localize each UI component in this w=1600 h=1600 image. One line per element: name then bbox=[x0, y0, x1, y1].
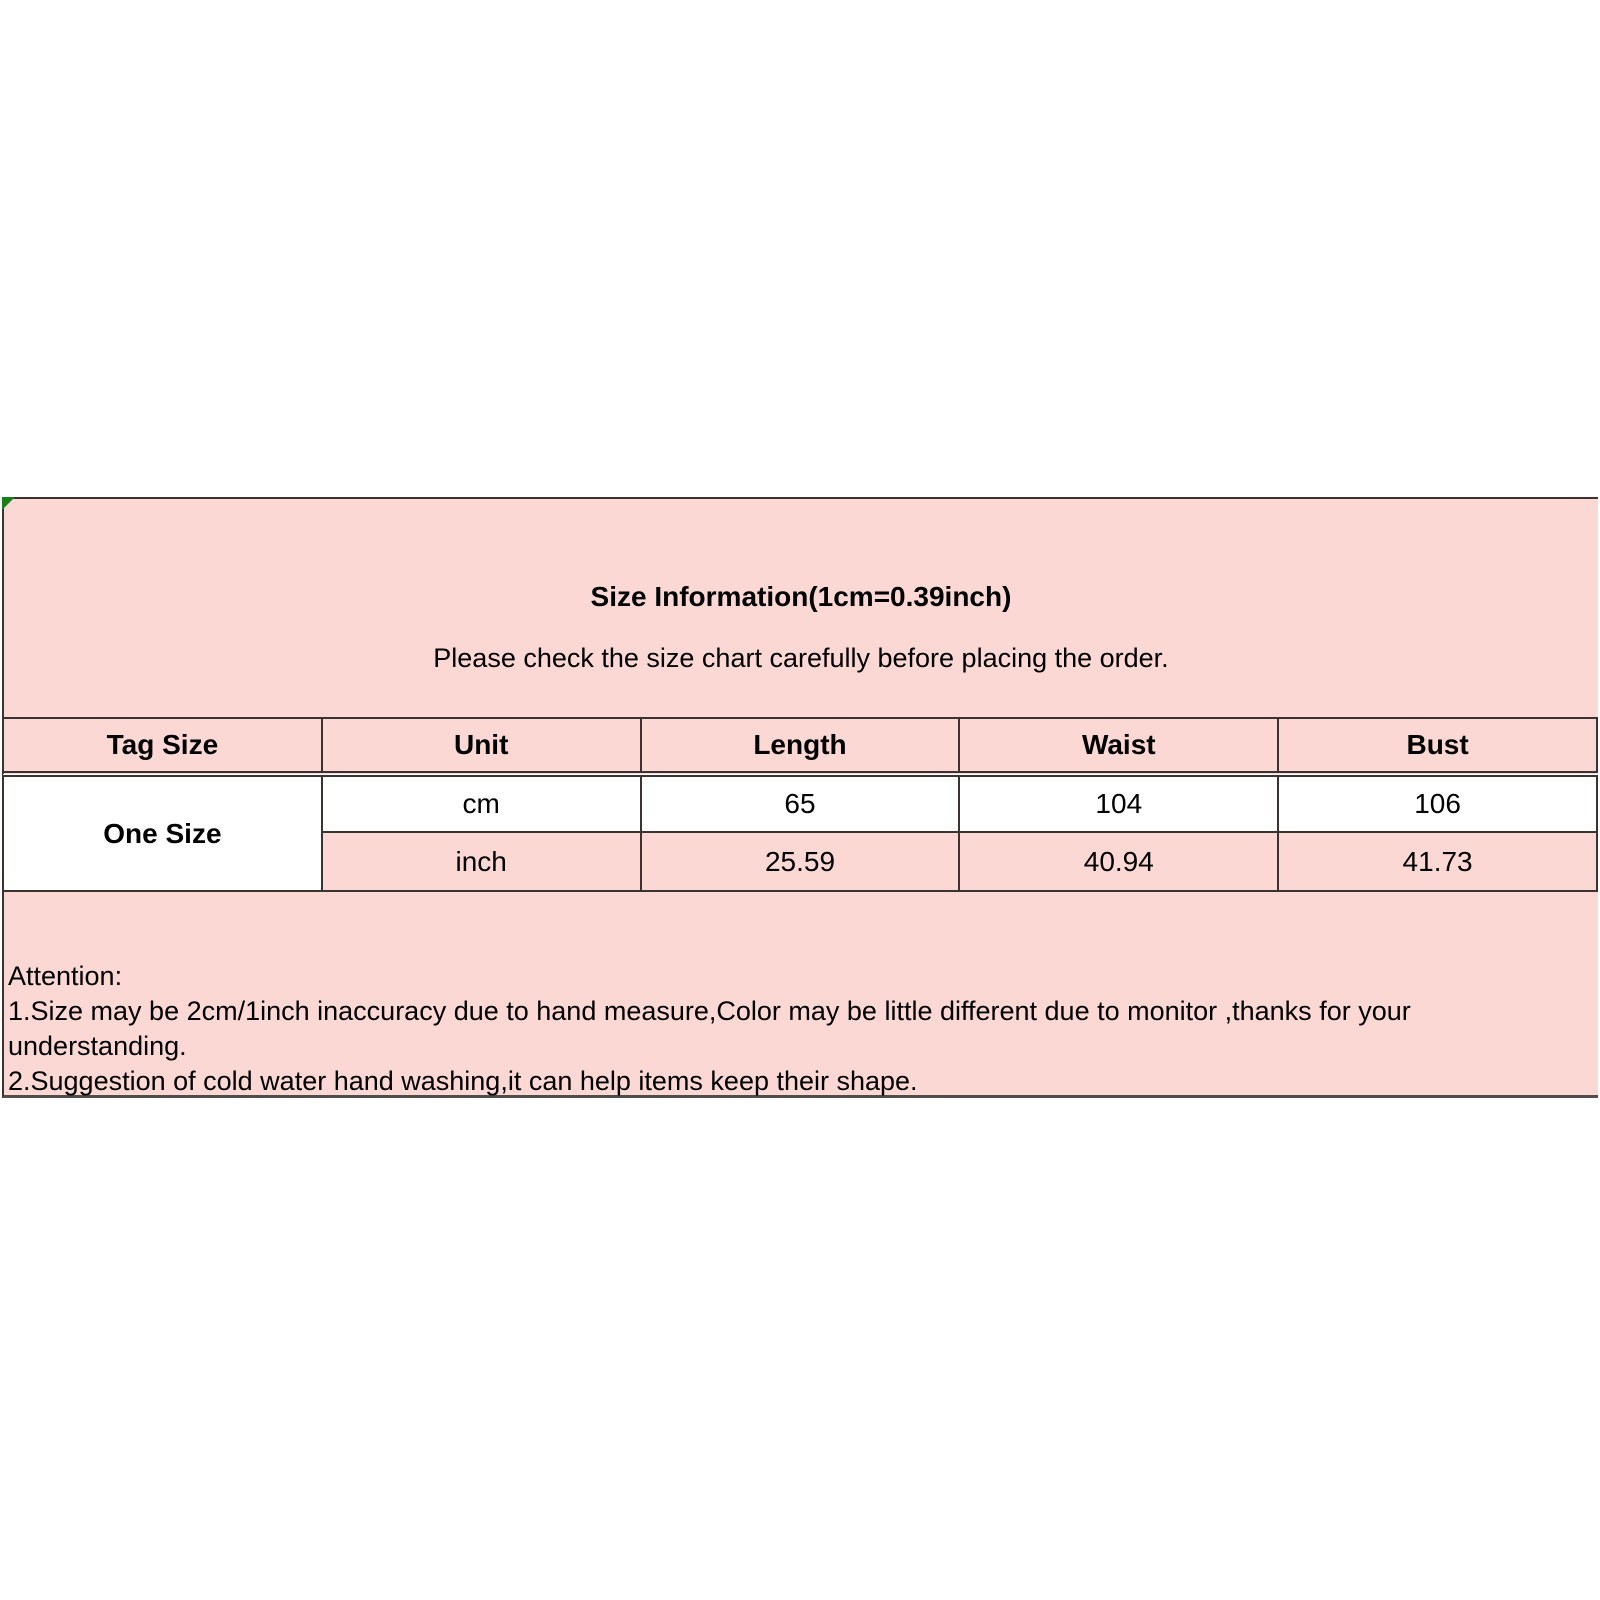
size-chart-panel bbox=[2, 497, 1598, 1098]
size-table bbox=[2, 717, 1598, 892]
attention-line-2: 2.Suggestion of cold water hand washing,it can help items keep their shape. bbox=[8, 1066, 918, 1096]
col-header-tag-size: Tag Size bbox=[3, 718, 322, 774]
attention-heading: Attention: bbox=[8, 961, 123, 991]
col-header-unit: Unit bbox=[322, 718, 641, 774]
size-table-header-row bbox=[3, 718, 1597, 774]
attention-line-1: 1.Size may be 2cm/1inch inaccuracy due to hand measure,Color may be little different due to monitor ,thanks for your bbox=[8, 996, 1411, 1026]
table-row-cm bbox=[3, 774, 1597, 832]
cm-waist-cell: 104 bbox=[959, 774, 1278, 832]
col-header-bust: Bust bbox=[1278, 718, 1597, 774]
attention-note bbox=[8, 959, 1598, 1099]
inch-unit-cell: inch bbox=[322, 832, 641, 891]
inch-waist-cell: 40.94 bbox=[959, 832, 1278, 891]
tag-size-value: One Size bbox=[3, 774, 322, 891]
inch-bust-cell: 41.73 bbox=[1278, 832, 1597, 891]
corner-marker-icon bbox=[2, 497, 15, 510]
cm-length-cell: 65 bbox=[641, 774, 960, 832]
inch-length-cell: 25.59 bbox=[641, 832, 960, 891]
col-header-waist: Waist bbox=[959, 718, 1278, 774]
cm-bust-cell: 106 bbox=[1278, 774, 1597, 832]
size-info-subtitle: Please check the size chart carefully before placing the order. bbox=[433, 643, 1169, 673]
attention-line-1-cont: understanding. bbox=[8, 1031, 187, 1061]
cm-unit-cell: cm bbox=[322, 774, 641, 832]
col-header-length: Length bbox=[641, 718, 960, 774]
size-info-title: Size Information(1cm=0.39inch) bbox=[590, 581, 1012, 612]
